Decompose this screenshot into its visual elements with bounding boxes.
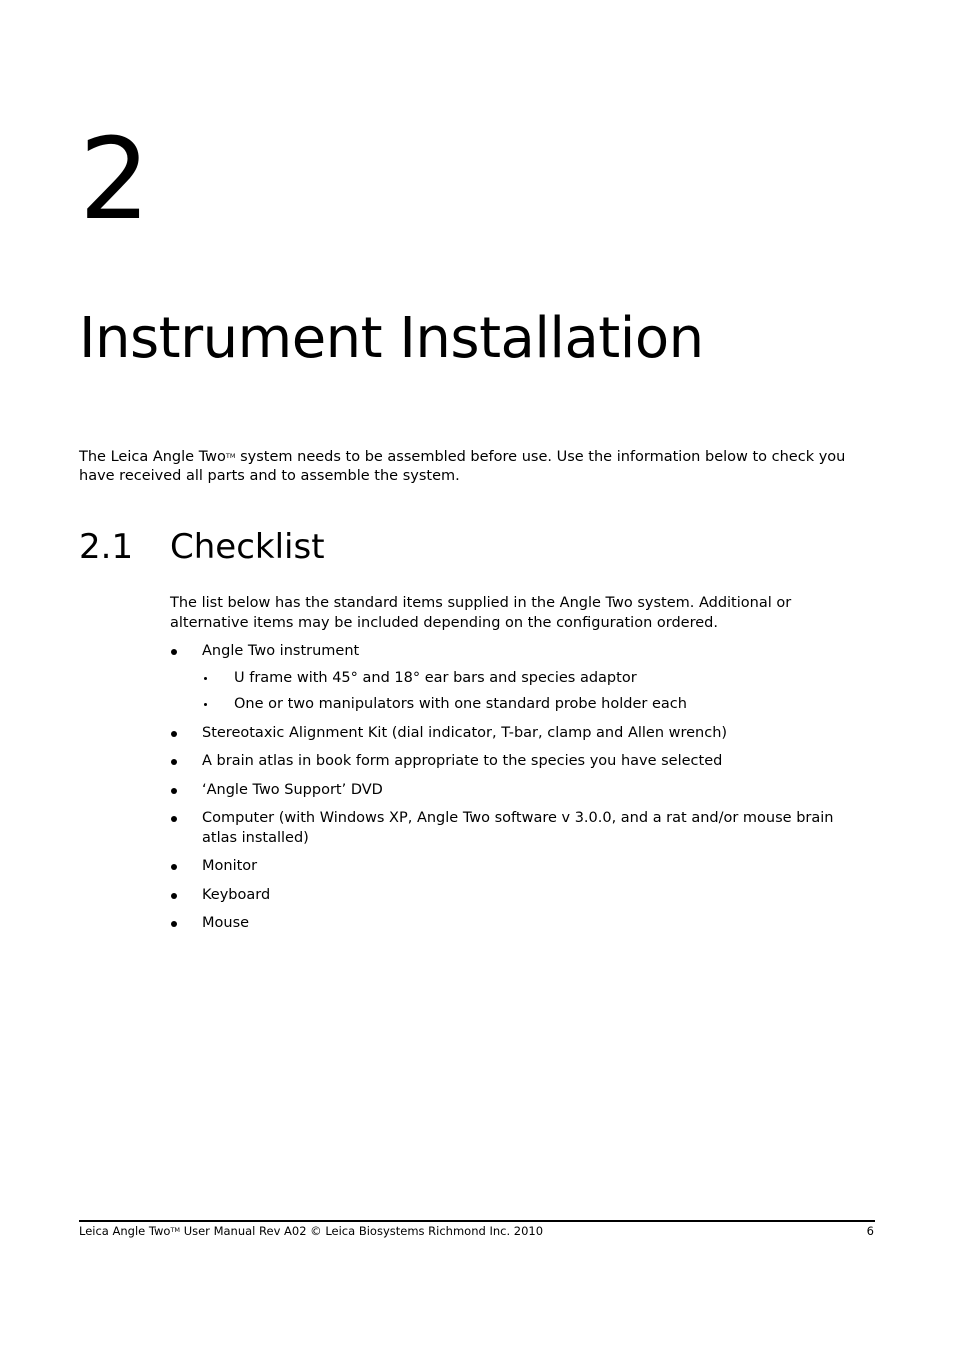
checklist-item-label: ‘Angle Two Support’ DVD (202, 781, 383, 798)
bullet-icon (171, 759, 177, 765)
chapter-title: Instrument Installation (79, 306, 704, 371)
checklist-item (170, 914, 870, 934)
checklist-item-label: Angle Two instrument (202, 643, 360, 659)
checklist-item (170, 752, 870, 772)
checklist-item-label: Monitor (202, 858, 258, 874)
bullet-icon (171, 816, 177, 822)
intro-paragraph (79, 447, 875, 486)
footer-text (79, 1224, 543, 1238)
checklist-item (170, 724, 870, 744)
checklist-item (170, 857, 870, 877)
chapter-number: 2 (79, 115, 151, 245)
intro-text-start: The Leica Angle Two (79, 449, 226, 465)
checklist-item (170, 886, 870, 906)
small-bullet-icon (204, 677, 207, 680)
intro-text-end: system needs to be assembled before use. Use the information below to check you have received all parts and to assemble the system. (79, 449, 846, 484)
trademark-mark: TM (225, 452, 236, 460)
checklist-item-label: Stereotaxic Alignment Kit (dial indicator, T-bar, clamp and Allen wrench) (202, 724, 728, 741)
sub-checklist-item-label: One or two manipulators with one standard probe holder each (234, 696, 687, 712)
bullet-icon (171, 864, 177, 870)
bullet-icon (171, 731, 177, 737)
sub-checklist-item (202, 695, 870, 715)
small-bullet-icon (204, 703, 207, 706)
section-body (170, 594, 870, 943)
bullet-icon (171, 893, 177, 899)
footer-text-end: User Manual Rev A02 © Leica Biosystems Richmond Inc. 2010 (180, 1224, 544, 1238)
sub-checklist-item (202, 669, 870, 689)
footer-text-start: Leica Angle Two (79, 1224, 171, 1238)
section-paragraph: The list below has the standard items supplied in the Angle Two system. Additional or alternative items may be included depending on the configuration ordered. (170, 595, 792, 631)
footer-divider (79, 1220, 875, 1222)
checklist-item (170, 781, 870, 801)
checklist-item-label: Keyboard (202, 886, 271, 903)
page-number: 6 (866, 1224, 874, 1238)
checklist-item (170, 809, 870, 848)
footer-trademark-mark: TM (170, 1226, 181, 1234)
section-number: 2.1 (79, 527, 134, 567)
checklist-item (170, 642, 870, 715)
sub-checklist-item-label: U frame with 45° and 18° ear bars and species adaptor (234, 669, 637, 686)
checklist-item-label: Mouse (202, 915, 250, 931)
bullet-icon (171, 788, 177, 794)
sub-checklist (202, 669, 870, 715)
bullet-icon (171, 649, 177, 655)
section-title: Checklist (170, 527, 325, 567)
bullet-icon (171, 921, 177, 927)
checklist-item-label: Computer (with Windows XP, Angle Two software v 3.0.0, and a rat and/or mouse brain atlas installed) (202, 810, 834, 846)
section-heading (79, 527, 325, 568)
checklist-item-label: A brain atlas in book form appropriate to the species you have selected (202, 753, 723, 769)
checklist (170, 642, 870, 934)
